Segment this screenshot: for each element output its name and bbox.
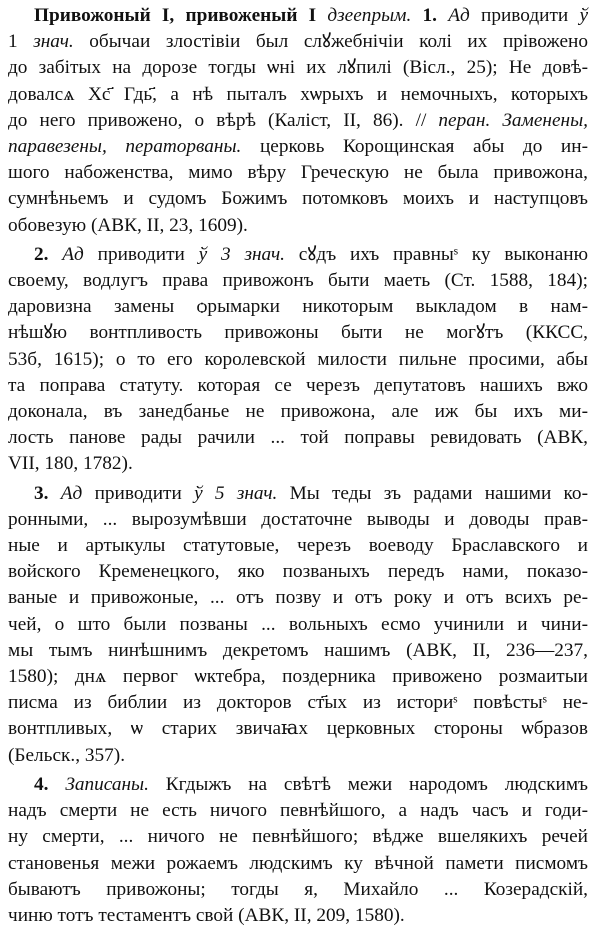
entry-line <box>8 242 588 268</box>
entry-line <box>8 186 588 212</box>
entry-line <box>8 451 588 477</box>
entry-line <box>8 268 588 294</box>
entry-text-run: ў 5 знач. <box>194 482 290 504</box>
entry-text-run: паравезены, ператорваны. <box>8 136 260 158</box>
entry-text-run: Записаны. <box>65 773 166 795</box>
entry-text-run: обычаи злостiвiи был слꙋжебнiчiи колi их прiвожено <box>89 31 588 53</box>
entry-line <box>8 399 588 425</box>
entry-text-run: вонтпливых, ѡ старих звичаꙗх церковных стороны ѡбразов <box>8 718 588 740</box>
entry-line <box>8 559 588 585</box>
entry-text-run: войского Кременецкого, яко позваныхъ передъ нами, показо- <box>8 561 588 583</box>
entry-line <box>8 373 588 399</box>
entry-text-run: довалсѧ Хс҃ Гдь҃, а нѣ пыталъ хѡрыхъ и немочныхъ, которыхъ <box>8 83 588 105</box>
entry-text-run: 3. <box>34 482 61 504</box>
entry-text-run: чей, о што были позваны ... вольныхъ есмо учинили и чини- <box>8 613 588 635</box>
entry-text-run: обовезую (АВК, II, 23, 1609). <box>8 214 248 236</box>
entry-line <box>8 320 588 346</box>
entry-line <box>8 29 588 55</box>
entry-line <box>8 824 588 850</box>
entry-line <box>8 903 588 929</box>
entry-line <box>8 108 588 134</box>
entry-text-run: ные и артыкулы статутовые, черезъ воеводу Браславского и <box>8 535 588 557</box>
entry-text-run: становенья межи рожаемъ людскимъ ку вѣчной памети писмомъ <box>8 852 588 874</box>
entry-text-run: приводити <box>97 243 199 265</box>
entry-text-run: 2. <box>34 243 63 265</box>
entry-text-run: 1 <box>8 31 34 53</box>
entry-text-run: VII, 180, 1782). <box>8 453 133 475</box>
entry-text-run: надъ смерти не есть ничого певнѣйшого, а надъ часъ и годи- <box>8 800 588 822</box>
entry-line <box>8 716 588 742</box>
entry-text-run: 1580); днѧ первог ѡктебра, поздерника привожено розмаитыи <box>8 666 588 688</box>
entry-line <box>8 877 588 903</box>
entry-line <box>8 772 588 798</box>
entry-text-run: шого набоженства, мимо вѣру Греческую не была привожона, <box>8 162 588 184</box>
entry-text-run: Кгдыжъ на свѣтѣ межи народомъ людскимъ <box>165 773 588 795</box>
entry-text-run: лость панове рады рачили ... той поправы ревидовать (АВК, <box>8 427 588 449</box>
entry-text-run: ну смерти, ... ничого не певнѣйшого; вѣдже вшелякихъ речей <box>8 826 588 848</box>
entry-line <box>8 347 588 373</box>
entry-line <box>8 851 588 877</box>
dictionary-entry-sense-1 <box>8 3 588 239</box>
entry-line <box>8 3 588 29</box>
entry-text-run: 53б, 1615); о то его королевской милости пильне просими, абы <box>8 348 588 370</box>
entry-text-run: приводити <box>481 5 580 26</box>
entry-text-run: мы тымъ нинѣшнимъ декретомъ нашимъ (АВК, II, 236—237, <box>8 639 588 661</box>
entry-text-run: Ад <box>62 243 98 265</box>
entry-line <box>8 55 588 81</box>
entry-text-run: Ад <box>448 5 481 26</box>
dictionary-entry-sense-3 <box>8 481 588 769</box>
entry-text-run: 4. <box>34 773 66 795</box>
entry-line <box>8 690 588 716</box>
entry-text-run: церковь Корощинская абы до ин- <box>259 136 588 158</box>
dictionary-entry-sense-2 <box>8 242 588 478</box>
entry-text-run: знач. <box>33 31 90 53</box>
entry-text-run: до него привожено, о вѣрѣ (Каліст, II, 86). // <box>8 109 439 131</box>
entry-line <box>8 585 588 611</box>
entry-text-run: перан. Заменены, <box>438 109 588 131</box>
entry-line <box>8 798 588 824</box>
entry-text-run: ваные и привожоные, ... отъ позву и отъ року и отъ всихъ ре- <box>8 587 588 609</box>
entry-line <box>8 481 588 507</box>
entry-line <box>8 612 588 638</box>
entry-text-run: ў 3 знач. <box>198 243 299 265</box>
entry-text-run: Мы теды зъ радами нашими ко- <box>289 482 588 504</box>
entry-line <box>8 743 588 769</box>
entry-text-run: сꙋдъ ихъ правныˢ ку выконаню <box>298 243 589 265</box>
entry-text-run: чиню тотъ тестаментъ свой (АВК, II, 209, 1580). <box>8 904 405 926</box>
entry-text-run: дзеепрым. <box>327 5 423 26</box>
entry-text-run: писма из библии из докторов ст҃ых из историˢ повѣстыˢ не- <box>8 692 588 714</box>
entry-text-run: приводити <box>94 482 195 504</box>
entry-line <box>8 134 588 160</box>
entry-text-run: Ад <box>60 482 95 504</box>
entry-line <box>8 294 588 320</box>
entry-text-run: ў <box>579 5 589 26</box>
entry-text-run: ронными, ... вырозумѣвши достаточне выводы и доводы прав- <box>8 508 588 530</box>
entry-text-run: доконала, въ занедбанье не привожона, але иж бы ихъ ми- <box>8 401 588 423</box>
dictionary-entry-sense-4 <box>8 772 588 929</box>
entry-text-run: даровизна замены ѻрымарки никоторым выкладом в нам- <box>8 296 588 318</box>
entry-text-run: Привожоный I, привоженый I <box>34 5 328 26</box>
entry-text-run: до забiтых на дорозе тогды ѡнi их лꙋпилi (Віcл., 25); Не довѣ- <box>8 57 588 79</box>
entry-line <box>8 82 588 108</box>
entry-line <box>8 533 588 559</box>
entry-line <box>8 425 588 451</box>
entry-text-run: 1. <box>422 5 449 26</box>
entry-text-run: та поправа статуту. которая се черезъ депутатовъ нашихъ вжо <box>8 374 588 396</box>
entry-text-run: бываютъ привожоны; тогды я, Михайло ... Козерадскій, <box>8 878 588 900</box>
entry-line <box>8 213 588 239</box>
entry-text-run: сумнѣньемъ и судомъ Божимъ потомковъ моихъ и наступцовъ <box>8 188 588 210</box>
entry-line <box>8 507 588 533</box>
entry-text-run: своему, водлугъ права привожонъ быти маеть (Ст. 1588, 184); <box>8 270 588 292</box>
entry-line <box>8 664 588 690</box>
entry-text-run: (Бельск., 357). <box>8 744 126 766</box>
entry-text-run: нѣшꙋю вонтпливость привожоны быти не могꙋтъ (ККСС, <box>8 322 588 344</box>
entry-line <box>8 638 588 664</box>
entry-line <box>8 160 588 186</box>
